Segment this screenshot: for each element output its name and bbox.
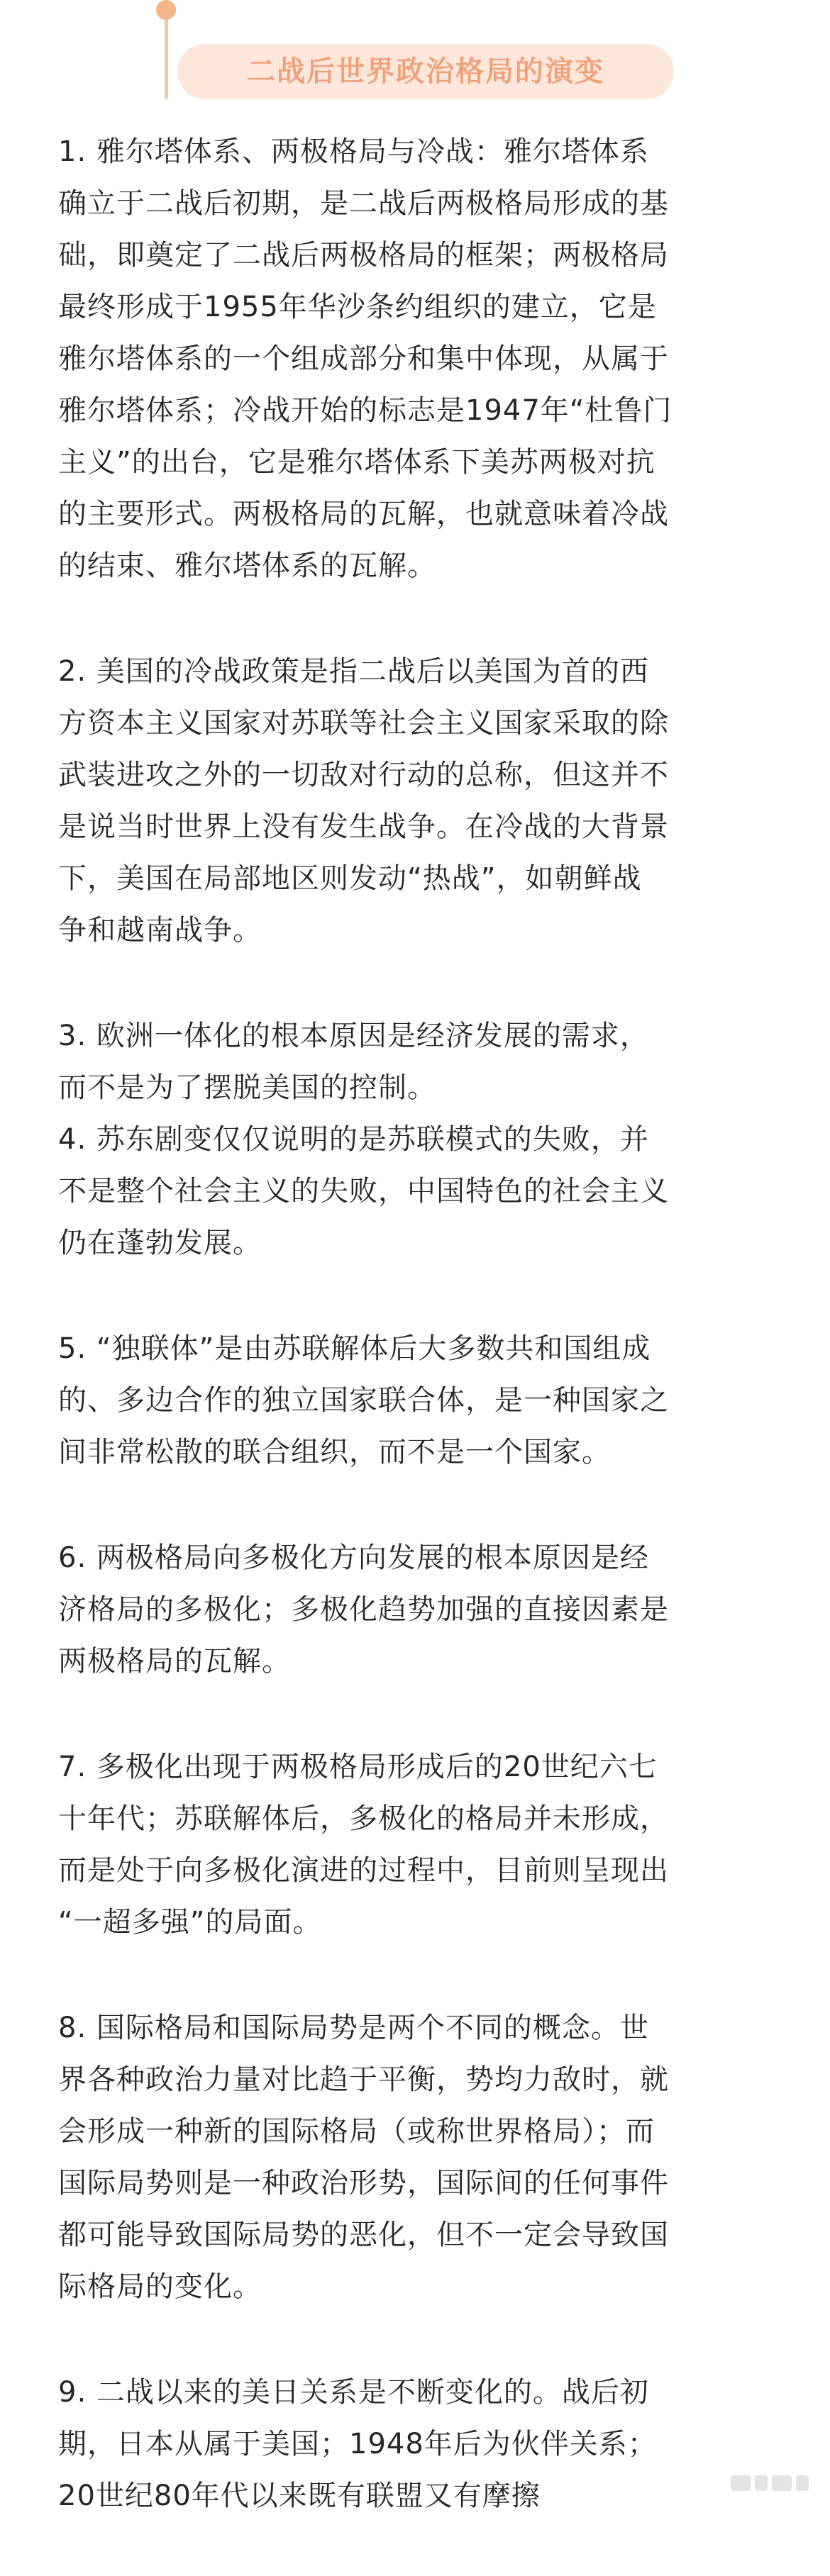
paragraph-5: 5. “独联体”是由苏联解体后大多数共和国组成 的、多边合作的独立国家联合体，是一种国家之 间非常松散的联合组织，而不是一个国家。 bbox=[58, 1332, 669, 1468]
watermark-block-icon bbox=[772, 2475, 792, 2491]
header bbox=[0, 0, 830, 106]
pin-dot-icon bbox=[156, 0, 176, 20]
watermark-block-icon bbox=[796, 2475, 809, 2491]
watermark-icon bbox=[731, 2475, 809, 2491]
paragraph-2: 2. 美国的冷战政策是指二战后以美国为首的西 方资本主义国家对苏联等社会主义国家采取的除 武装进攻之外的一切敌对行动的总称，但这并不 是说当时世界上没有发生战争。在冷战的大背景 下，美国在局部地区则发动“热战”，如朝鲜战 争和越南战争。 bbox=[58, 655, 669, 947]
paragraph-8: 8. 国际格局和国际局势是两个不同的概念。世 界各种政治力量对比趋于平衡，势均力敌时，就 会形成一种新的国际格局（或称世界格局）；而 国际局势则是一种政治形势，国际间的任何事件 都可能导致国际局势的恶化，但不一定会导致国 际格局的变化。 bbox=[58, 2012, 669, 2303]
paragraph-7: 7. 多极化出现于两极格局形成后的20世纪六七 十年代；苏联解体后，多极化的格局并未形成， 而是处于向多极化演进的过程中，目前则呈现出 “一超多强”的局面。 bbox=[58, 1751, 669, 1939]
paragraph-9: 9. 二战以来的美日关系是不断变化的。战后初 期，日本从属于美国；1948年后为伙伴关系； 20世纪80年代以来既有联盟又有摩擦 bbox=[58, 2376, 657, 2512]
watermark-block-icon bbox=[755, 2475, 768, 2491]
watermark-block-icon bbox=[731, 2475, 751, 2491]
paragraph-4: 4. 苏东剧变仅仅说明的是苏联模式的失败，并 不是整个社会主义的失败，中国特色的社会主义 仍在蓬勃发展。 bbox=[58, 1123, 669, 1259]
paragraph-3: 3. 欧洲一体化的根本原因是经济发展的需求， 而不是为了摆脱美国的控制。 bbox=[58, 1020, 649, 1104]
pin-line bbox=[165, 14, 168, 99]
paragraph-1: 1. 雅尔塔体系、两极格局与冷战：雅尔塔体系 确立于二战后初期，是二战后两极格局形成的基 础，即奠定了二战后两极格局的框架；两极格局 最终形成于1955年华沙条约组织的建立，它是 雅尔塔体系的一个组成部分和集中体现，从属于 雅尔塔体系；冷战开始的标志是1947年“杜鲁门 主义”的出台，它是雅尔塔体系下美苏两极对抗 的主要形式。两极格局的瓦解，也就意味着冷战 的结束、雅尔塔体系的瓦解。 bbox=[58, 135, 673, 582]
page-title: 二战后世界政治格局的演变 bbox=[247, 55, 604, 88]
paragraph-6: 6. 两极格局向多极化方向发展的根本原因是经 济格局的多极化；多极化趋势加强的直接因素是 两极格局的瓦解。 bbox=[58, 1541, 669, 1678]
article-body bbox=[58, 126, 775, 2576]
